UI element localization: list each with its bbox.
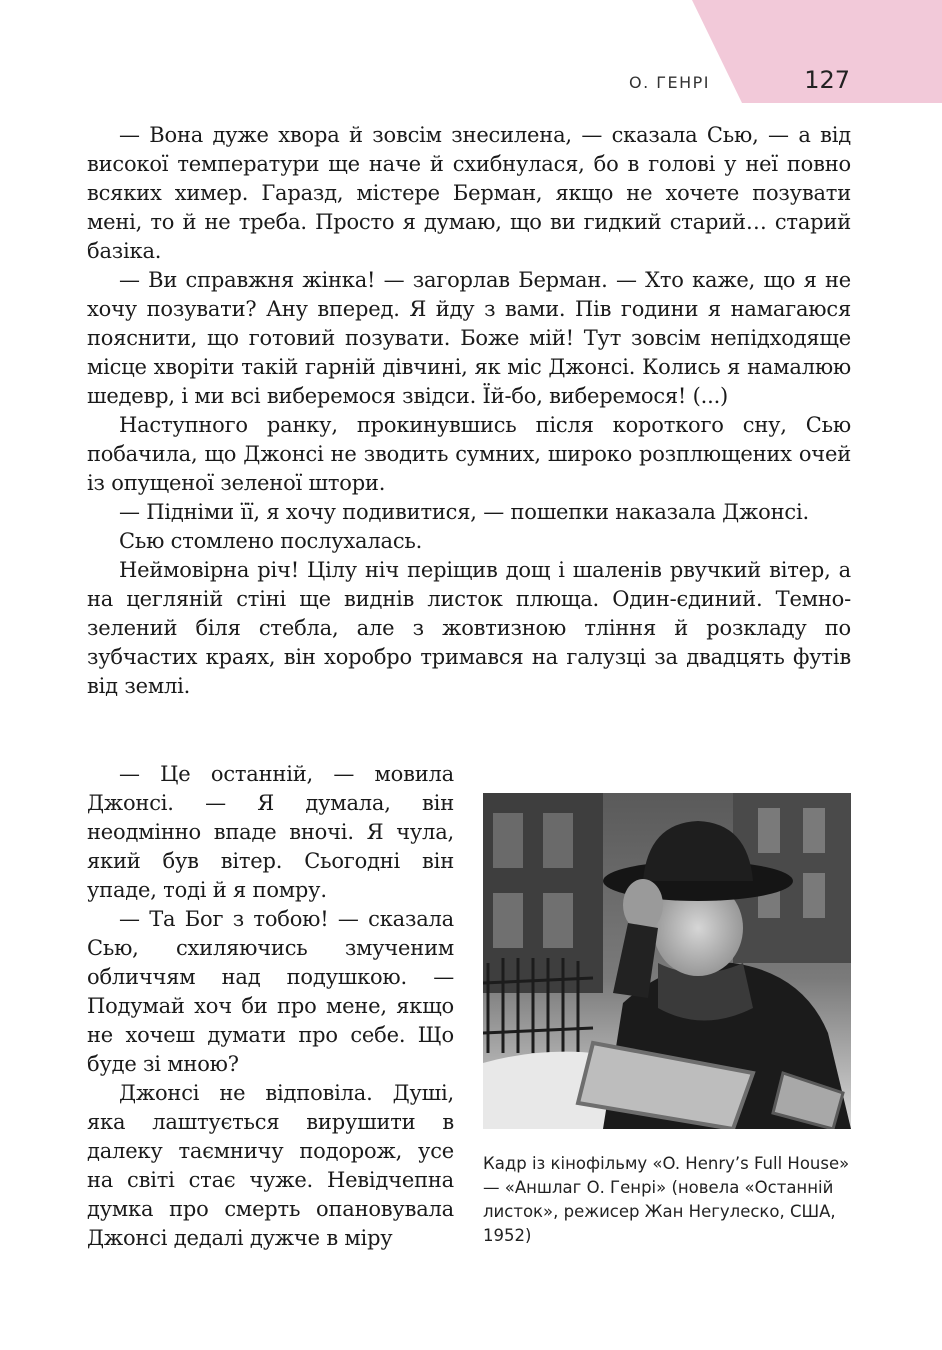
- paragraph: — Ви справжня жінка! — загорлав Берман. — Хто каже, що я не хочу позувати? Ану вперед. Я йду з вами. Пів години я намагаюся пояснити, що готовий позувати. Боже мій! Тут зовсім непідходяще місце хворіти такій гарній дівчині, як міс Джонсі. Колись я намалюю шедевр, і ми всі виберемося звідси. Їй-бо, виберемося! (...): [87, 268, 851, 408]
- paragraph: Джонсі не відповіла. Душі, яка лаштується вирушити в далеку таємничу подорож, усе на світі стає чуже. Невідчепна думка про смерть опановувала Джонсі дедалі дужче в міру: [87, 1081, 454, 1250]
- paragraph: — Підніми її, я хочу подивитися, — пошепки наказала Джонсі.: [119, 500, 809, 524]
- page-number: 127: [804, 66, 850, 94]
- main-text: [87, 121, 851, 701]
- film-still-photo: [483, 793, 851, 1129]
- paragraph: Сью стомлено послухалась.: [119, 529, 423, 553]
- wrapped-text: [87, 760, 454, 1253]
- paragraph: — Та Бог з тобою! — сказала Сью, схиляючись змученим обличчям над подушкою. — Подумай хоч би про мене, якщо не хочеш думати про себе. Що буде зі мною?: [87, 907, 454, 1076]
- figure-caption: Кадр із кінофільму «O. Henry’s Full House» — «Аншлаг О. Генрі» (новела «Останній листок», режисер Жан Негулеско, США, 1952): [483, 1154, 850, 1245]
- paragraph: Неймовірна річ! Цілу ніч періщив дощ і шаленів рвучкий вітер, а на цегляній стіні ще виднів листок плюща. Один-єдиний. Темно-зелений біля стебла, але з жовтизною тління й розкладу по зубчастих краях, він хоробро тримався на галузці за двадцять футів від землі.: [87, 558, 851, 698]
- paragraph: — Вона дуже хвора й зовсім знесилена, — сказала Сью, — а від високої температури ще наче й схибнулася, бо в голові у неї повно всяких химер. Гаразд, містере Берман, якщо не хочете позувати мені, то й не треба. Просто я думаю, що ви гидкий старий… старий базіка.: [87, 123, 851, 263]
- paragraph: Наступного ранку, прокинувшись після короткого сну, Сью побачила, що Джонсі не зводить сумних, широко розплющених очей із опущеної зеленої штори.: [87, 413, 851, 495]
- running-head: О. ГЕНРІ: [628, 73, 710, 92]
- paragraph: — Це останній, — мовила Джонсі. — Я думала, він неодмінно впаде вночі. Я чула, який був вітер. Сьогодні він упаде, тоді й я помру.: [87, 762, 454, 902]
